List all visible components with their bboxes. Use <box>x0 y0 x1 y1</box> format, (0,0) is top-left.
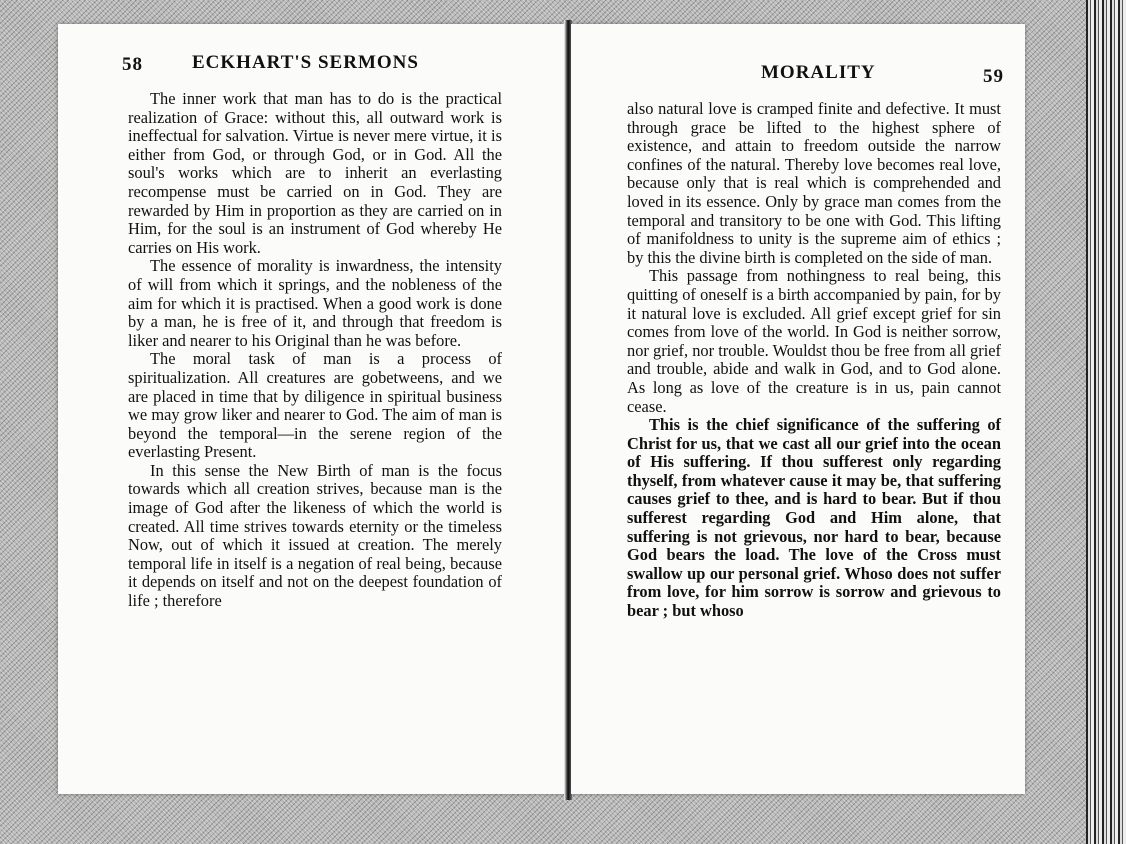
left-paragraph-1: The inner work that man has to do is the practical realization of Grace: without this, all outward work is ineffectual for salvation. Virtue is never mere virtue, it is either from God, or through God, or in God. All the soul's works which are to inherit an everlasting recompense must be carried on in God. They are rewarded by Him in proportion as they are carried on in Him, for the soul is an instrument of God whereby He carries on His work. <box>128 89 502 257</box>
left-page-number: 58 <box>122 54 143 75</box>
left-paragraph-4: In this sense the New Birth of man is the focus towards which all creation strives, because man is the image of God after the likeness of which the world is created. All time strives towards eternity or the timeless Now, out of which it issued at creation. The merely temporal life in itself is a negation of real being, because it depends on itself and not on the deepest foundation of life ; therefore <box>128 460 502 611</box>
right-paragraph-2: This passage from nothingness to real being, this quitting of oneself is a birth accompanied by pain, for by it natural love is excluded. All grief except grief for sin comes from love of the world. In God is neither sorrow, nor grief, nor trouble. Wouldst thou be free from all grief and trouble, abide and walk in God, and to God alone. As long as love of the creature is in us, pain cannot cease. <box>627 266 1001 416</box>
left-body-text <box>128 90 502 611</box>
book-edge <box>1086 0 1126 844</box>
left-running-title: ECKHART'S SERMONS <box>192 52 419 73</box>
right-running-title: MORALITY <box>761 62 876 83</box>
left-paragraph-2: The essence of morality is inwardness, the intensity of will from which it springs, and the nobleness of the aim for which it is practised. When a good work is done by a man, he is free of it, and through that freedom is liker and nearer to his Original than he was before. <box>128 256 502 350</box>
right-paragraph-1: also natural love is cramped finite and defective. It must through grace be lifted to the highest sphere of existence, and attain to freedom outside the narrow confines of the natural. Thereby love becomes real love, because only that is real which is comprehended and loved in its essence. Only by grace man comes from the temporal and transitory to be one with God. This lifting of manifoldness to unity is the supreme aim of ethics ; by this the divine birth is completed on the side of man. <box>627 99 1001 267</box>
left-page <box>58 24 566 794</box>
left-paragraph-3: The moral task of man is a process of spiritualization. All creatures are gobetweens, and we are placed in time that by diligence in spiritual business we may grow liker and nearer to God. The aim of man is beyond the temporal—in the serene region of the everlasting Present. <box>128 349 502 462</box>
right-page-number: 59 <box>983 66 1004 87</box>
right-page <box>571 24 1025 794</box>
right-body-text <box>627 100 1001 621</box>
right-paragraph-3: This is the chief significance of the suffering of Christ for us, that we cast all our grief into the ocean of His suffering. If thou sufferest only regarding thyself, from whatever cause it may be, that suffering causes grief to thee, and is hard to bear. But if thou sufferest regarding God and Him alone, that suffering is not grievous, nor hard to bear, because God bears the load. The love of the Cross must swallow up our personal grief. Whoso does not suffer from love, for him sorrow is sorrow and grievous to bear ; but whoso <box>627 415 1001 621</box>
